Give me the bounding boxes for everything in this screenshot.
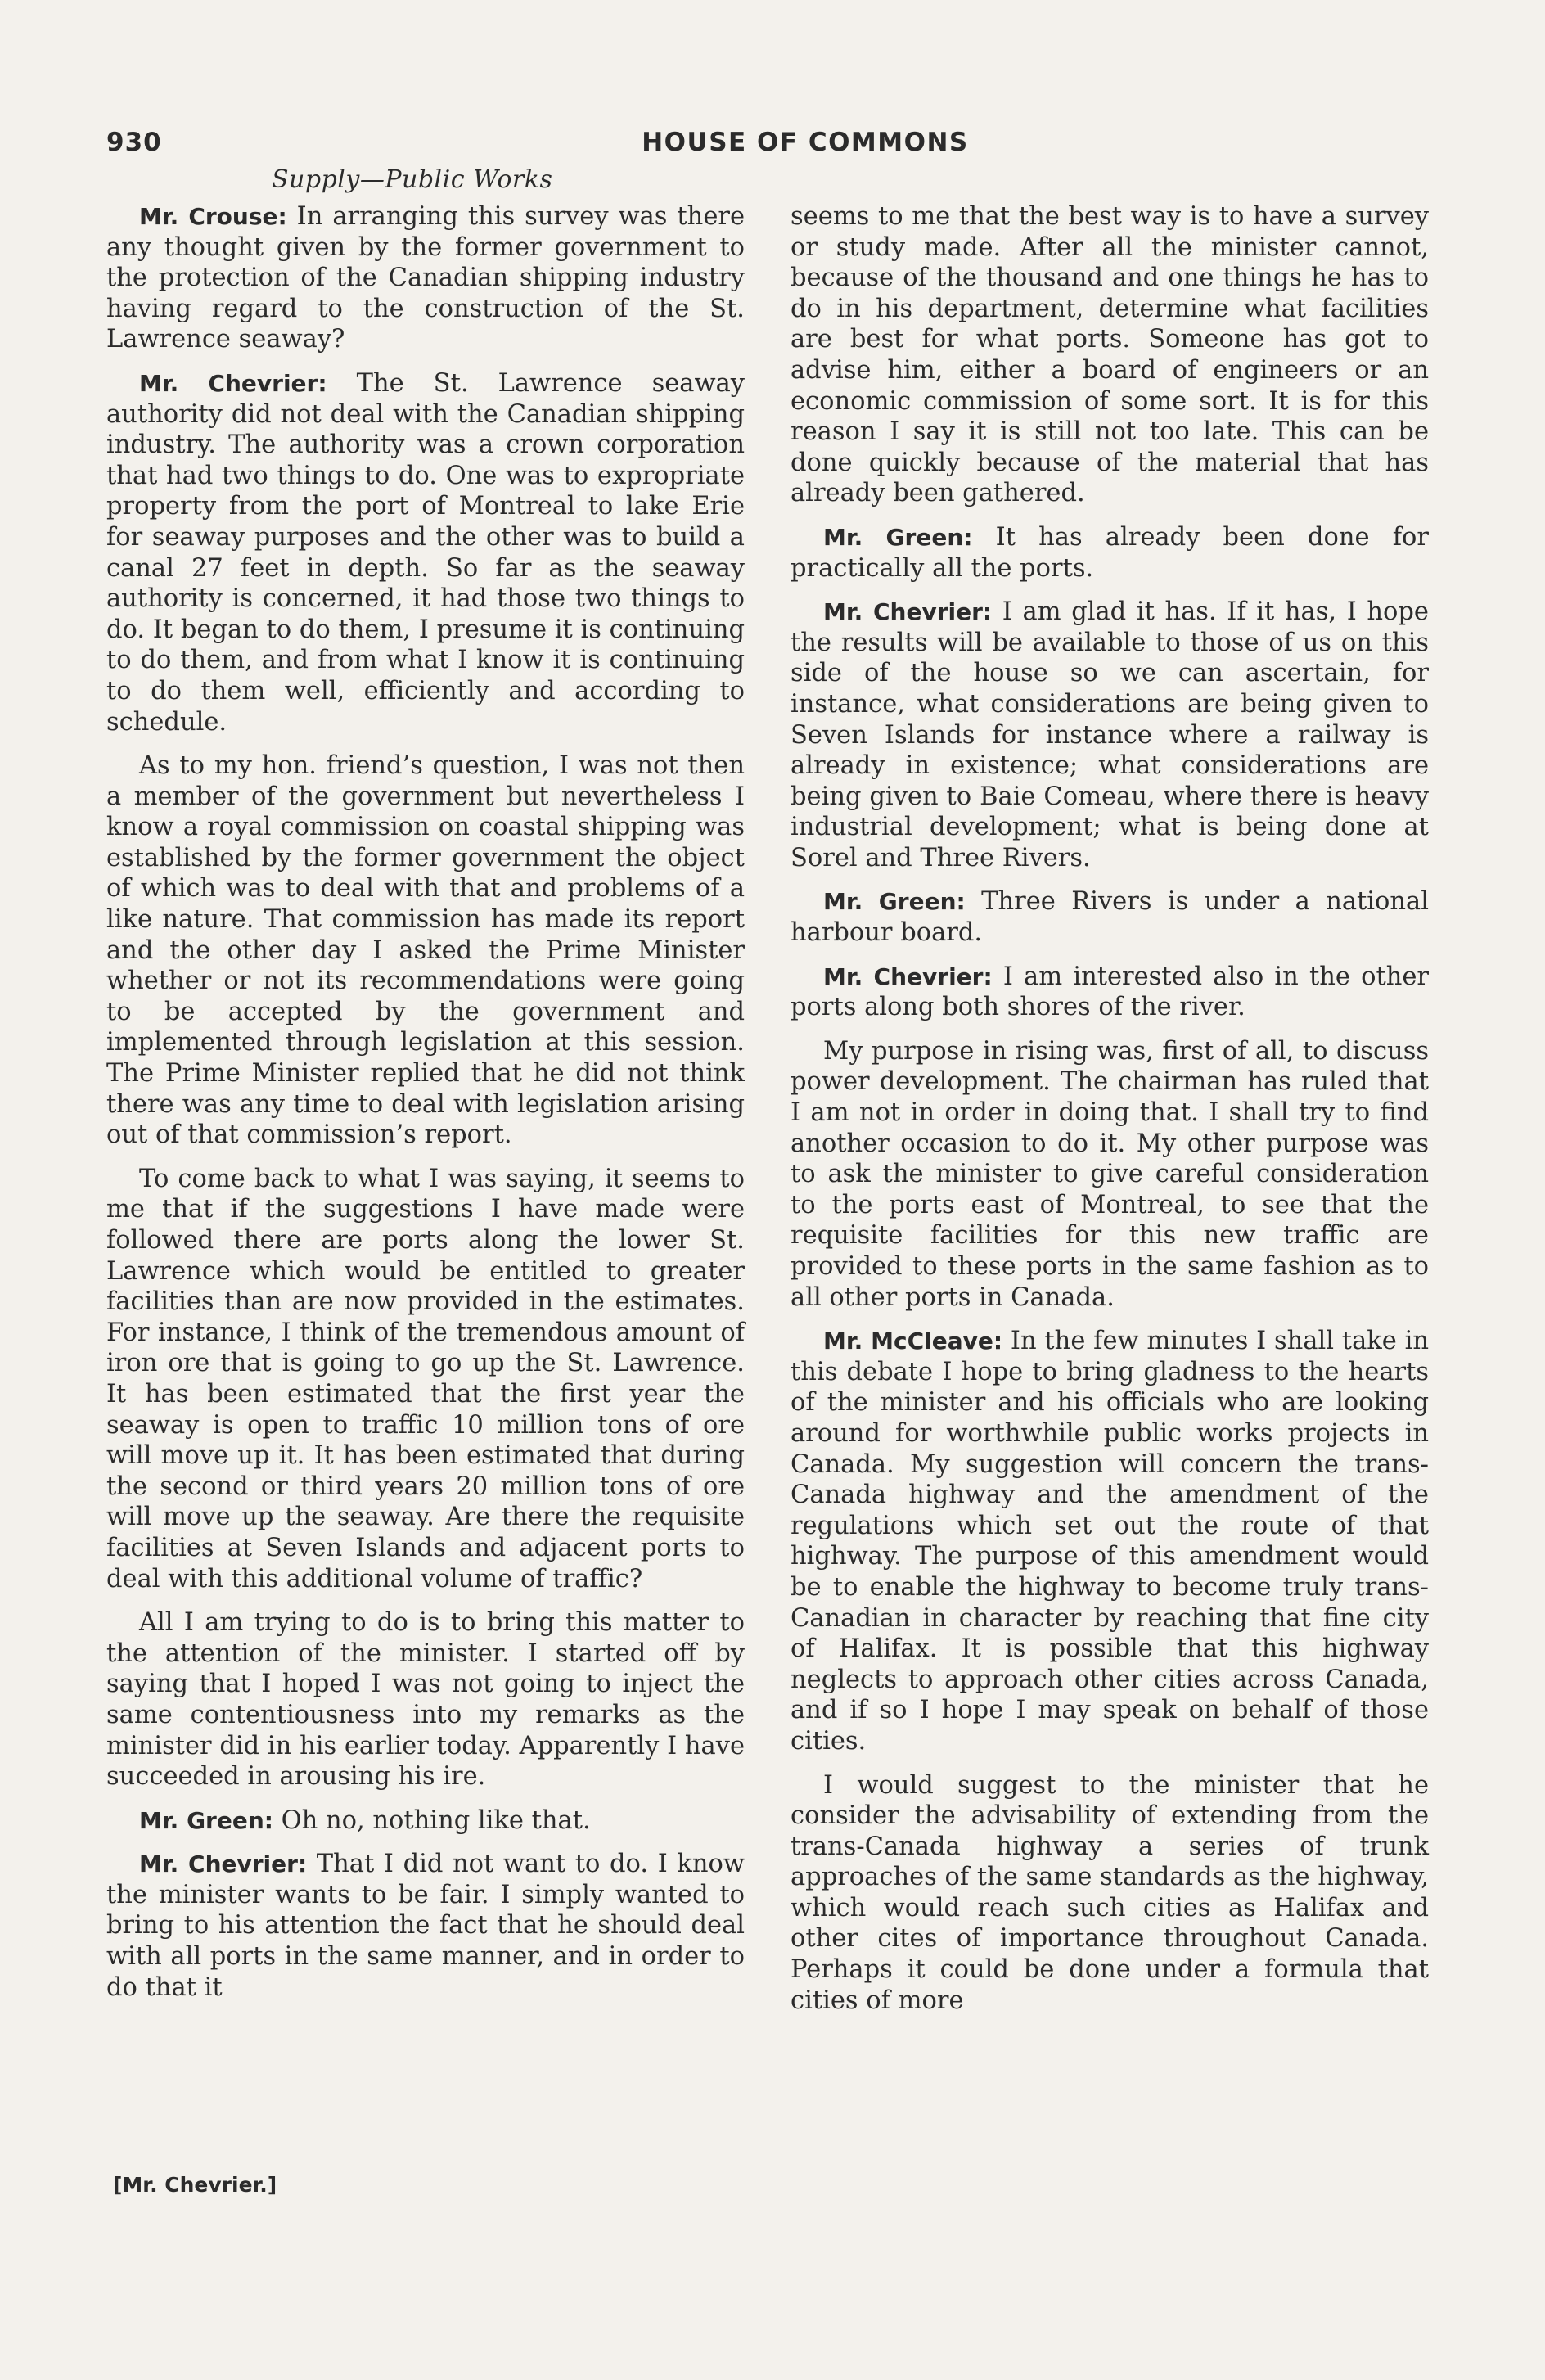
paragraph: [791, 962, 1429, 1023]
paragraph: [106, 1607, 745, 1792]
paragraph-text: In the few minutes I shall take in this debate I hope to bring gladness to the hearts of the minister and his officials who are looking around for worthwhile public works projects in Canada. My suggestion will concern the trans-Canada highway and the amendment of the regulations which set out the route of that highway. The purpose of this amendment would be to enable the highway to become truly trans-Canadian in character by reaching that fine city of Halifax. It is possible that this highway neglects to approach other cities across Canada, and if so I hope I may speak on behalf of those cities.: [791, 1327, 1429, 1756]
paragraph: [791, 1770, 1429, 2017]
paragraph: [106, 1164, 745, 1594]
left-column: [106, 201, 745, 2016]
speaker-name: Mr. Green:: [823, 888, 966, 916]
paragraph-text: My purpose in rising was, first of all, to discuss power development. The chairman has ruled that I am not in order in doing that. I shall try to find another occasion to do it. My other purpose was to ask the minister to give careful consideration to the ports east of Montreal, to see that the requisite facilities for this new traffic are provided to these ports in the same fashion as to all other ports in Canada.: [791, 1036, 1429, 1312]
speaker-name: Mr. Green:: [823, 523, 973, 551]
paragraph: [106, 1805, 745, 1837]
footer-speaker-tag: [Mr. Chevrier.]: [113, 2173, 277, 2197]
paragraph: [106, 1849, 745, 2003]
right-column: [791, 201, 1429, 2029]
speaker-name: Mr. Chevrier:: [139, 1850, 308, 1878]
speaker-name: Mr. Chevrier:: [823, 598, 993, 626]
paragraph-text: I am glad it has. If it has, I hope the results will be available to those of us on this side of the house so we can ascertain, for instance, what considerations are being given to Seven Islands for instance where a railway is already in existence; what considerations are being given to Baie Comeau, where there is heavy industrial development; what is being done at Sorel and Three Rivers.: [791, 597, 1429, 872]
paragraph: [791, 1326, 1429, 1756]
paragraph: [106, 751, 745, 1151]
paragraph-text: Oh no, nothing like that.: [273, 1805, 591, 1835]
paragraph-text: That I did not want to do. I know the minister wants to be fair. I simply wanted to bring to his attention the fact that he should deal with all ports in the same manner, and in order to do that it: [106, 1850, 745, 2002]
paragraph-text: All I am trying to do is to bring this matter to the attention of the minister. I started off by saying that I hoped I was not going to inject the same contentiousness into my remarks as the minister did in his earlier today. Apparently I have succeeded in arousing his ire.: [106, 1608, 745, 1792]
paragraph-text: seems to me that the best way is to have a survey or study made. After all the minister cannot, because of the thousand and one things he has to do in his department, determine what facilities are best for what ports. Someone has got to advise him, either a board of engineers or an economic commission of some sort. It is for this reason I say it is still not too late. This can be done quickly because of the material that has already been gathered.: [791, 202, 1429, 508]
speaker-name: Mr. McCleave:: [823, 1327, 1003, 1355]
paragraph-text: Three Rivers is under a national harbour board.: [791, 887, 1429, 948]
page-number: 930: [106, 128, 162, 157]
speaker-name: Mr. Green:: [139, 1806, 273, 1834]
paragraph: [106, 368, 745, 737]
paragraph: [791, 1036, 1429, 1313]
paragraph-text: I would suggest to the minister that he consider the advisability of extending from the trans-Canada highway a series of trunk approaches of the same standards as the highway, which would reach such cities as Halifax and other cites of importance throughout Canada. Perhaps it could be done under a formula that cities of more: [791, 1770, 1429, 2015]
speaker-name: Mr. Crouse:: [139, 203, 287, 230]
paragraph-text: In arranging this survey was there any thought given by the former government to the protection of the Canadian shipping industry having regard to the construction of the St. Lawrence seaway?: [106, 202, 745, 354]
paragraph: [791, 886, 1429, 948]
speaker-name: Mr. Chevrier:: [823, 962, 993, 990]
paragraph: [791, 597, 1429, 873]
paragraph-text: The St. Lawrence seaway authority did not deal with the Canadian shipping industry. The authority was a crown corporation that had two things to do. One was to expropriate property from the port of Montreal to lake Erie for seaway purposes and the other was to build a canal 27 feet in depth. So far as the seaway authority is concerned, it had those two things to do. It began to do them, I presume it is continuing to do them, and from what I know it is continuing to do them well, efficiently and according to schedule.: [106, 368, 745, 737]
paragraph-text: I am interested also in the other ports along both shores of the river.: [791, 962, 1429, 1022]
paragraph-text: To come back to what I was saying, it seems to me that if the suggestions I have made were followed there are ports along the lower St. Lawrence which would be entitled to greater facilities than are now provided in the estimates. For instance, I think of the tremendous amount of iron ore that is going to go up the St. Lawrence. It has been estimated that the first year the seaway is open to traffic 10 million tons of ore will move up it. It has been estimated that during the second or third years 20 million tons of ore will move up the seaway. Are there the requisite facilities at Seven Islands and adjacent ports to deal with this additional volume of traffic?: [106, 1164, 745, 1593]
paragraph-text: It has already been done for practically all the ports.: [791, 522, 1429, 583]
running-head: HOUSE OF COMMONS: [642, 128, 969, 157]
speaker-name: Mr. Chevrier:: [139, 369, 327, 397]
paragraph: [106, 201, 745, 355]
paragraph: [791, 522, 1429, 584]
section-title: Supply—Public Works: [272, 165, 553, 194]
paragraph-text: As to my hon. friend’s question, I was not then a member of the government but nevertheless I know a royal commission on coastal shipping was established by the former government the object of which was to deal with that and problems of a like nature. That commission has made its report and the other day I asked the Prime Minister whether or not its recommendations were going to be accepted by the government and implemented through legislation at this session. The Prime Minister replied that he did not think there was any time to deal with legislation arising out of that commission’s report.: [106, 751, 745, 1150]
paragraph: [791, 201, 1429, 509]
